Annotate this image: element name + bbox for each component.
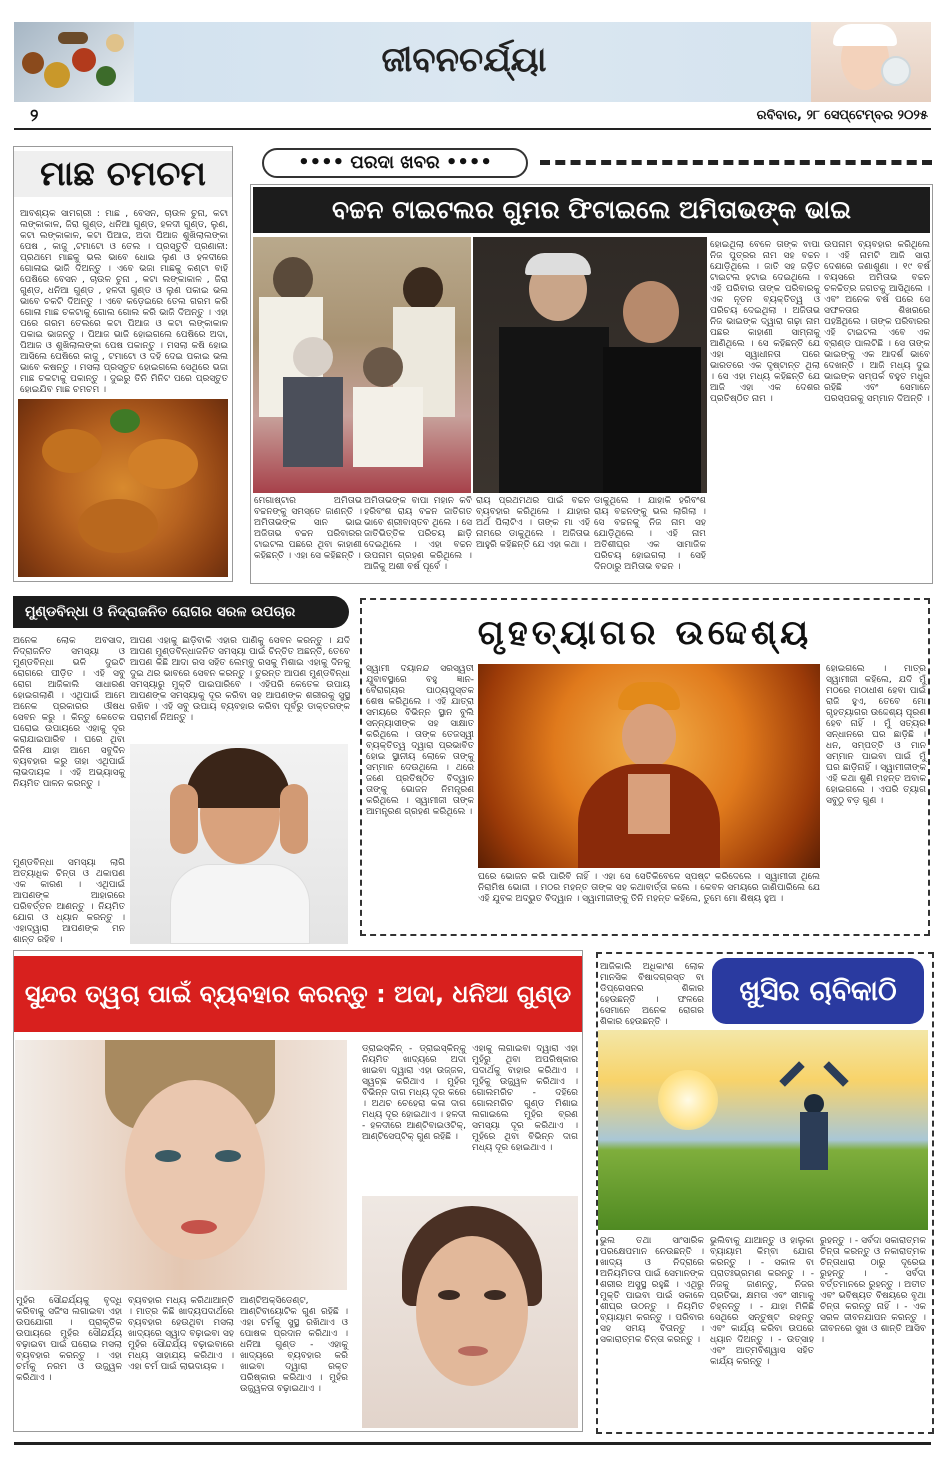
- skin-col-b1: ମୁହଁର ସୌନ୍ଦର୍ଯ୍ୟକୁ ବୃଦ୍ଧି କରିବାକୁ ସଜିଂସ ଲଗାଇବା ଏହା ଉପଯୋଗୀ । ପ୍ରାକୃତିକ ଉପାୟରେ ମୁହଁର ସୌନ୍ଦର୍ଯ୍ୟ ବଢ଼ାଇବା ପାଇଁ ଘରୋଇ ମସଲା ବ୍ୟବହାର କରନ୍ତୁ । ଏହା ଚର୍ମକୁ ନରମ ଓ ଉଜ୍ଜ୍ୱଳ କରିଥାଏ ।: [16, 1296, 122, 1383]
- woman-face-image: [15, 1040, 347, 1290]
- dashed-rule: [540, 160, 932, 168]
- section-title: ଜୀବନଚର୍ଯ୍ୟା: [381, 40, 547, 80]
- model-face-image: [362, 1196, 578, 1428]
- health-col-1b: ମୁଣ୍ଡବିନ୍ଧା ସମସ୍ୟା ଲାଗି ଅତ୍ୟାଧିକ ଚିନ୍ତା ଓ ଥକାପଣ ଏକ କାରଣ । ଏଥିପାଇଁ ଆପଣଙ୍କ ଆହାରରେ ପରିବର୍ତ୍ତନ ଆଣନ୍ତୁ । ନିୟମିତ ଯୋଗ ଓ ଧ୍ୟାନ କରନ୍ତୁ । ଏହାଦ୍ୱାରା ଆପଣଙ୍କ ମନ ଶାନ୍ତ ରହିବ ।: [13, 858, 125, 945]
- amitabh-family-photo: [253, 237, 471, 493]
- happiness-col-2: ଭୁଲିବାକୁ ଯାଆନ୍ତୁ ଓ ହାଲୁକା ବ୍ୟାୟାମ କିମ୍ବା ଯୋଗ କରନ୍ତୁ । - ସକାଳ ବା ପ୍ରାତଃଭ୍ରମଣ କରନ୍ତୁ । - ନିଜକୁ ଜାଣନ୍ତୁ, ନିଜର ପ୍ରତିଭା, କ୍ଷମତା ଏବଂ ସୀମାକୁ ଚିହ୍ନନ୍ତୁ । - ଯାହା ମିଳିଛି ସେଥିରେ ସନ୍ତୁଷ୍ଟ ରହନ୍ତୁ ଏବଂ କାର୍ଯ୍ୟ କରିବା ଉପରେ ଧ୍ୟାନ ଦିଅନ୍ତୁ । - ଉତ୍ସାହ ଏବଂ ଆତ୍ମବିଶ୍ୱାସ ସହିତ କାର୍ଯ୍ୟ କରନ୍ତୁ ।: [710, 1236, 814, 1367]
- spices-image: [14, 22, 134, 102]
- skin-col-b3: ଆଣ୍ଟିଅକ୍ସିଡେଣ୍ଟ, ଆଣ୍ଟିବାୟୋଟିକ ଗୁଣ ରହିଛି । ଏହା ଚର୍ମକୁ ସୁସ୍ଥ ରଖିଥାଏ ଓ ପୋଷକ ପ୍ରଦାନ କରିଥାଏ । ଧନିଆ ଗୁଣ୍ଡ - ଏହାକୁ ଖାଦ୍ୟରେ ବ୍ୟବହାର କରି ଖାଇବା ଦ୍ୱାରା ରକ୍ତ ପରିଷ୍କାର କରିଥାଏ । ମୁହଁର ଉଜ୍ଜ୍ୱଳତା ବଢ଼ାଇଥାଏ ।: [240, 1296, 348, 1394]
- issue-date: ରବିବାର, ୨୮ ସେପ୍ଟେମ୍ବର ୨୦୨୫: [756, 108, 928, 123]
- gossip-headline: ବଚ୍ଚନ ଟାଇଟଲର ଗୁମର ଫିଟାଇଲେ ଅମିତାଭଙ୍କ ଭାଇ: [253, 187, 930, 233]
- skin-col-b2: ବ୍ୟବହାର ମଧ୍ୟ କରିଥାଆନ୍ତି । ମାତ୍ର କିଛି ଖାଦ୍ୟପଦାର୍ଥରେ ବ୍ୟବହାର ହେଉଥିବା ମସଲା ଖାଦ୍ୟରେ ସ୍ୱାଦ ବଢ଼ାଇବା ସହ ମୁହଁର ସୌନ୍ଦର୍ଯ୍ୟ ବଢ଼ାଇବାରେ ମଧ୍ୟ ସାହାଯ୍ୟ କରିଥାଏ । ଏହା ଚର୍ମ ପାଇଁ ଲାଭଦାୟକ ।: [128, 1296, 234, 1372]
- gossip-col-6: ଉପନାମ ବ୍ୟବହାର କରିଥିଲେ । ଏହି ନାମଟି ଆଜି ସାରା ଦେଶରେ ଜଣାଶୁଣା । ୧୯ ବର୍ଷ ବୟସରେ ଅମିତାଭ ବଚ୍ଚନ ଚଳଚ୍ଚିତ୍ର ଜଗତକୁ ଆସିଥିଲେ । ଏବଂ ଅନେକ ବର୍ଷ ପରେ ସେ ସଫଳତାର ଶିଖରରେ ପହଞ୍ଚିଥିଲେ । ତାଙ୍କ ପରିବାରର ଏହି ଟାଇଟଲ ଏବେ ଏକ ବ୍ରାଣ୍ଡ ପାଲଟିଛି । ସେ ତାଙ୍କ ଭାଇଙ୍କୁ ଏକ ଆଦର୍ଶ ଭାବେ ଦେଖନ୍ତି । ଆଜି ମଧ୍ୟ ଦୁଇ ଭାଇଙ୍କ ସମ୍ପର୍କ ବହୁତ ମଧୁର ରହିଛି ଏବଂ ସେମାନେ ପରସ୍ପରକୁ ସମ୍ମାନ ଦିଅନ୍ତି ।: [824, 240, 930, 404]
- health-headline: ମୁଣ୍ଡବିନ୍ଧା ଓ ନିଦ୍ରାଜନିତ ରୋଗର ସରଳ ଉପଚାର: [13, 596, 349, 628]
- face-care-image: [811, 22, 931, 102]
- happiness-col-3: ରୁହନ୍ତୁ । - ସର୍ବଦା ସକାରାତ୍ମକ ଚିନ୍ତା କରନ୍ତୁ ଓ ନକାରାତ୍ମକ ଚିନ୍ତାଧାରା ଠାରୁ ଦୂରେଇ ରୁହନ୍ତୁ । - ସର୍ବଦା ବର୍ତ୍ତମାନରେ ରୁହନ୍ତୁ । ଅତୀତ ଏବଂ ଭବିଷ୍ୟତ ବିଷୟରେ ବୃଥା ଚିନ୍ତା କରନ୍ତୁ ନାହିଁ । - ଏକ ସରଳ ଜୀବନଯାପନ କରନ୍ତୁ । ଜୀବନରେ ସୁଖ ଓ ଶାନ୍ତି ଆସିବ ।: [820, 1236, 926, 1345]
- amitabh-brother-photo: [473, 237, 707, 493]
- gossip-col-4: ଡାକୁଥିଲେ । ଯାହାକି ହରିବଂଶ ରାୟ ବଚ୍ଚନଙ୍କୁ ଭଲ ଲାଗିଲା । ସେ ବଚ୍ଚନକୁ ନିଜ ନାମ ସହ ଯୋଡ଼ିଥିଲେ । ଏହି ନାମ ଅତିଶୀଘ୍ର ଏକ ସାମାଜିକ ପରିଚୟ ହୋଇଗଲା । ସେହି ଦିନଠାରୁ ଅମିତାଭ ବଚ୍ଚନ ।: [594, 496, 706, 572]
- health-col-2: ଆପଣ ଏହାକୁ ଛାଡ଼ିବାକି ଏହାର ପାଣିକୁ ସେବନ କରନ୍ତୁ । ଯଦି ଆପଣ ମୁଣ୍ଡବିନ୍ଧାଜନିତ ସମସ୍ୟା ପାଇଁ ଚିନ୍ତିତ ଅଛନ୍ତି, ତେବେ ଆପଣ କିଛି ଆଦା ରସ ସହିତ ଲେମ୍ବୁ ରସକୁ ମିଶାଇ ଏହାକୁ ଦିନକୁ ଦୁଇ ଥର ଭାବରେ ସେବନ କରନ୍ତୁ । ତୁରନ୍ତ ଆପଣ ମୁଣ୍ଡବିନ୍ଧା ସମସ୍ୟାରୁ ମୁକ୍ତି ପାଇପାରିବେ । ଏହିପରି କେତେକ ଉପାୟ ଆପଣଙ୍କ ସମସ୍ୟାକୁ ଦୂର କରିବା ସହ ଆପଣଙ୍କ ଶରୀରକୁ ସୁସ୍ଥ ରଖିବ । ଏହି ସବୁ ଉପାୟ ବ୍ୟବହାର କରିବା ପୂର୍ବରୁ ଡାକ୍ତରଙ୍କ ପରାମର୍ଶ ନିଅନ୍ତୁ ।: [130, 636, 350, 723]
- health-col-1a: ଅନେକ ଲୋକ ଅବସାଦ, ନିଦ୍ରାଜନିତ ସମସ୍ୟା ଓ ମୁଣ୍ଡବିନ୍ଧା ଭଳି ଦୁଇଟି ରୋଗରେ ପୀଡ଼ିତ । ଏହି ସବୁ ରୋଗ ଆଜିକାଲି ସାଧାରଣ ହୋଇଗଲାଣି । ଏଥିପାଇଁ ଆମେ ଅନେକ ପ୍ରକାରର ଔଷଧ ସେବନ କରୁ । କିନ୍ତୁ କେତେକ ଘରୋଇ ଉପାୟରେ ଏହାକୁ ଦୂର କରାଯାଇପାରିବ । ଘରେ ଥିବା ଜିନିଷ ଯାହା ଆମେ ସବୁଦିନ ବ୍ୟବହାର କରୁ ତାହା ଏଥିପାଇଁ ଲାଭଦାୟକ । ଏହି ଅଭ୍ୟାସକୁ ନିୟମିତ ପାଳନ କରନ୍ତୁ ।: [13, 636, 125, 789]
- skin-col-top-1: ଡ୍ରାଇସ୍କିନ୍ - ଡ୍ରାଇସ୍କିନ୍କୁ ନିୟମିତ ଖାଦ୍ୟରେ ଅଦା ଖାଇବା ଦ୍ୱାରା ଏହା ଉଜ୍ଜଳ, ସ୍ୱଚ୍ଛ କରିଥାଏ । ମୁହଁର ବିଭିନ୍ନ ଦାଗ ମଧ୍ୟ ଦୂର କରେ । ଅଥଚ ଚେହେରା କଳା ଦାଗ ମଧ୍ୟ ଦୂର ହୋଇଥାଏ । ହଳଦୀ - ହଳଦୀରେ ଆଣ୍ଟିବାଇଓଟିକ୍, ଆଣ୍ଟିସେପ୍ଟିକ୍ ଗୁଣ ରହିଛି ।: [362, 1044, 466, 1142]
- skin-headline: ସୁନ୍ଦର ତ୍ୱଚା ପାଇଁ ବ୍ୟବହାର କରନ୍ତୁ : ଅଦା, ଧନିଆ ଗୁଣ୍ଡ: [14, 956, 582, 1032]
- gossip-label-text: ପରଦା ଖବର: [350, 152, 440, 173]
- happiness-intro: ଆଜିକାଲି ଅଧିକାଂଶ ଲୋକ ମାନସିକ ବିଷାଦଗ୍ରସ୍ତ ବା ଡିପ୍ରେସନର ଶିକାର ହେଉଛନ୍ତି । ଫଳରେ ସେମାନେ ଅନେକ ରୋଗର ଶିକାର ହେଉଛନ୍ତି ।: [600, 962, 704, 1027]
- swami-image: [478, 664, 820, 868]
- sunrise-field-image: [598, 1030, 928, 1230]
- gossip-col-1: ମେଗାଷ୍ଟାର ଅମିତାଭ ବଚ୍ଚନଙ୍କୁ ସମସ୍ତେ ଜାଣନ୍ତି । ଅମିତାଭଙ୍କ ସାନ ଭାଇ ଅଜିତାଭ ବଚ୍ଚନ ପରିବାରର ଟାଇଟଲ ପଛରେ ଥିବା କାହାଣୀ କହିଛନ୍ତି । ଏହା ସେ କହିଛନ୍ତି ।: [254, 496, 362, 561]
- renunciation-col-right: ହୋଇଗଲେ । ମାତ୍ର ସ୍ୱାମୀଜୀ କହିଲେ, ଯଦି ମୁଁ ମଠରେ ମଠାଧୀଶ ହେବା ପାଇଁ ରାଜି ହୁଏ, ତେବେ ମୋ ଗୃହତ୍ୟାଗର ଉଦ୍ଦେଶ୍ୟ ପୂରଣ ହେବ ନାହିଁ । ମୁଁ ସତ୍ୟର ସନ୍ଧାନରେ ଘର ଛାଡ଼ିଛି । ଧନ, ସମ୍ପତ୍ତି ଓ ମାନ ସମ୍ମାନ ପାଇବା ପାଇଁ ମୁଁ ଘର ଛାଡ଼ିନାହିଁ । ସ୍ୱାମୀଜୀଙ୍କ ଏହି କଥା ଶୁଣି ମହନ୍ତ ଅବାକ ହୋଇଗଲେ । ଏପରି ତ୍ୟାଗ ସବୁଠୁ ବଡ଼ ଗୁଣ ।: [826, 664, 926, 806]
- page-number: ୨: [30, 106, 39, 126]
- fish-dish-image: [18, 399, 228, 577]
- skin-col-top-2: ଏହାକୁ ଲଗାଇବା ଦ୍ୱାରା ଏହା ମୁହଁରୁ ଥିବା ଅପରିଷ୍କାର ପଦାର୍ଥକୁ ବାହାର କରିଥାଏ । ମୁହଁକୁ ଉଜ୍ଜ୍ୱଳ କରିଥାଏ । ଗୋଲମରିଚ - ଦହିରେ ଗୋଲମରିଚ ଗୁଣ୍ଡ ମିଶାଇ ଲଗାଇଲେ ମୁହଁର ବ୍ରଣ ସମସ୍ୟା ଦୂର କରିଥାଏ । ମୁହଁରେ ଥିବା ବିଭିନ୍ନ ଦାଗ ମଧ୍ୟ ଦୂର ହୋଇଥାଏ ।: [472, 1044, 578, 1153]
- gossip-col-5: ହୋଇଥିଲା ବେଳେ ତାଙ୍କ ବାପା ନିଜ ପୁତ୍ରର ନାମ ସହ ବଚ୍ଚନ ଯୋଡ଼ିଥିଲେ । ଜାତି ସହ ଜଡ଼ିତ ଟାଇଟଲ ହଟାଇ ଦେଇଥିଲେ । ଏହି ପରିବାର ତାଙ୍କ ପରିବାରକୁ ଏକ ନୂତନ ବ୍ୟକ୍ତିତ୍ୱ ଓ ପରିଚୟ ଦେଇଥିଲା । ଅଜିତାଭ ନିଜ ଭାଇଙ୍କ ଦ୍ୱାରା ଗଢ଼ା ନାମ ପଛର କାହାଣୀ ସାମ୍ନାକୁ ଆଣିଥିଲେ । ସେ କହିଛନ୍ତି ଯେ ଏହା ସ୍ୱାଧୀନତା ପରେ ଭାରତରେ ଏକ ଦୃଷ୍ଟାନ୍ତ ଥିଲା । ସେ ଏହା ମଧ୍ୟ କହିଛନ୍ତି ଯେ ଆଜି ଏହା ଏକ ଦେଶର ପ୍ରତିଷ୍ଠିତ ନାମ ।: [710, 240, 820, 404]
- recipe-body: ଆବଶ୍ୟକ ସାମଗ୍ରୀ : ମାଛ , ବେସନ, ଚାଉଳ ଚୁନା, କଟା ଲଙ୍କାକାଳ, ଜିରା ଗୁଣ୍ଡ, ଧନିଆ ଗୁଣ୍ଡ, ହଳଦୀ ଗୁଣ୍ଡ, ଲୁଣ, କଟା ଲଙ୍କାକାଳ, କଟା ପିଆଜ, ଅଦା ପିଆଜ ଶୁଖିଲାଲଙ୍କା ପେଷ , କାଜୁ ,ଟମାଟୋ ଓ ତେଲ । ପ୍ରସ୍ତୁତି ପ୍ରଣାଳୀ: ପ୍ରଥମେ ମାଛକୁ ଭଲ ଭାବେ ଧୋଇ ଲୁଣ ଓ ହଳଦୀରେ ଗୋଳାଇ ଭାଜି ଦିଅନ୍ତୁ । ଏବେ ଭଜା ମାଛକୁ କଣ୍ଟା ବାହି ପେଷିରେ ବେସନ , ଚାଉଳ ଚୁନା , କଟା ଲଙ୍କାକାଳ , ଜିରା ଗୁଣ୍ଡ, ଧନିଆ ଗୁଣ୍ଡ , ହଳଦୀ ଗୁଣ୍ଡ ଓ ଲୁଣ ପକାଇ ଭଲ ଭାବେ ଚକଟି ଦିଅନ୍ତୁ । ଏବେ କଡ଼େଇରେ ତେଲ ଗରମ କରି ଗୋଳା ମାଛ ଚକଟାକୁ ଗୋଲ ଗୋଲ କରି ଭାଜି ଦିଅନ୍ତୁ । ଏହା ପରେ ଗରମ ତେଲରେ କଟା ପିଆଜ ଓ କଟା ଲଙ୍କାକାଳ ପକାଇ ଭାଜନ୍ତୁ । ପିଆଜ ଭାଜି ହୋଇଗଲେ ପେଷିରେ ଅଦା, ପିଆଜ ଓ ଶୁଖିଲାଲଙ୍କା ପେଷ ପକାନ୍ତୁ । ମସଲା କଷି ହୋଇ ଆସିଲେ ପେଷିରେ କାଜୁ , ଟମାଟୋ ଓ ଦହି ଦେଇ ପକାଇ ଭଲ ଭାବେ କଷନ୍ତୁ । ମସଲା ପ୍ରସ୍ତୁତ ହୋଇଗଲେ ସେଥିରେ ଭଜା ମାଛ ଚକଟାକୁ ପକାନ୍ତୁ । ଦୁଇରୁ ତିନି ମିନିଟ ପରେ ପ୍ରସ୍ତୁତ ହୋଇଯିବ ମାଛ ଚମଚମ ।: [20, 209, 228, 395]
- renunciation-headline: ଗୃହତ୍ୟାଗର ଉଦ୍ଦେଶ୍ୟ: [477, 613, 813, 653]
- footer-rule: [14, 1442, 931, 1445]
- renunciation-col-bottom: ଘରେ ଭୋଜନ କରି ପାରିବି ନାହିଁ । ଏହା ସେ ସେତିକିବେଳେ ସ୍ପଷ୍ଟ କରିଦେଲେ । ସ୍ୱାମୀଜୀ ଥିଲେ ନିରାମିଷ ଭୋଜୀ । ମଠର ମହନ୍ତ ତାଙ୍କ ସହ କଥାବାର୍ତ୍ତା କଲେ । କେବଳ ସମୟରେ ଜାଣିପାରିଲେ ଯେ ଏହି ଯୁବକ ଅଦ୍ଭୁତ ବିଦ୍ୱାନ । ସ୍ୱାମୀଜୀଙ୍କୁ ତିନି ମହନ୍ତ କହିଲେ, ତୁମେ ମୋ ଶିଷ୍ୟ ହୁଅ ।: [478, 872, 820, 904]
- happiness-headline: ଖୁସିର ଚାବିକାଠି: [712, 958, 924, 1024]
- headache-woman-image: [130, 744, 348, 944]
- gossip-col-2: ଅମିତାଭଙ୍କ ବାପା ମହାନ କବି ହରିବଂଶ ରାୟ ବଚ୍ଚନ ଜାତିଗତ ଭାବେ ଶ୍ରୀବାସ୍ତବ ଥିଲେ । ସେ ଜାତିଭିତ୍ତିକ ପରିଚୟ ଛାଡ଼ି ଦେଇଥିଲେ । ଏହା ବଚ୍ଚନ ଉପନାମ ଗ୍ରହଣ କରିଥିଲେ । ଆଜିକୁ ଅଶୀ ବର୍ଷ ପୂର୍ବେ ।: [364, 496, 472, 572]
- recipe-title: ମାଛ ଚମଚମ: [14, 151, 232, 197]
- gossip-label: •••• ପରଦା ଖବର ••••: [262, 148, 528, 178]
- header-rule: [14, 128, 931, 130]
- renunciation-col-left: ସ୍ୱାମୀ ଦୟାନନ୍ଦ ସରସ୍ୱତୀ ଯୁବାବସ୍ଥାରେ ବହୁ ଜ୍ଞାନ-ବୈରାଗ୍ୟର ପାଠ୍ୟପୁସ୍ତକ ଶେଷ କରିଥିଲେ । ଏହି ଯାତ୍ରା ସମୟରେ ବିଭିନ୍ନ ସ୍ଥାନ ବୁଲି ସନ୍ନ୍ୟାସୀଙ୍କ ସହ ସାକ୍ଷାତ କରିଥିଲେ । ତାଙ୍କ ତେଜସ୍ୱୀ ବ୍ୟକ୍ତିତ୍ୱ ଦ୍ୱାରା ପ୍ରଭାବିତ ହୋଇ ସ୍ଥାନୀୟ ଲୋକେ ତାଙ୍କୁ ସମ୍ମାନ ଦେଉଥିଲେ । ଥରେ ଜଣେ ପ୍ରତିଷ୍ଠିତ ବିଦ୍ୱାନ ତାଙ୍କୁ ଭୋଜନ ନିମନ୍ତ୍ରଣ କରିଥିଲେ । ସ୍ୱାମୀଜୀ ତାଙ୍କ ଆମନ୍ତ୍ରଣ ଗ୍ରହଣ କରିଥିଲେ ।: [366, 664, 474, 817]
- recipe-box: [13, 146, 233, 582]
- gossip-col-3: ରାୟ ପ୍ରଥମଥର ପାଇଁ ବଚ୍ଚନ ବ୍ୟବହାର କରିଥିଲେ । ଯାହାର ଅର୍ଥ ପିଲାଟିଏ । ତାଙ୍କ ମା ଏହି ନାମରେ ଡାକୁଥିଲେ । ଅଜିତାଭ ଆହୁରି କହିଛନ୍ତି ଯେ ଏହା କଥା ।: [476, 496, 590, 550]
- page-header: [14, 22, 931, 102]
- happiness-col-1: ଭୁଲ ତଥା ସାଂସାରିକ ପରକ୍ଷେପମାନ ନେଉଛନ୍ତି । ଖାଦ୍ୟ ଓ ନିଦ୍ରାରେ ଅନିୟମିତତା ପାଇଁ ସେମାନଙ୍କ ଶରୀର ଅସୁସ୍ଥ ରହୁଛି । ଏଥିରୁ ମୁକ୍ତି ପାଇବା ପାଇଁ ସକାଳେ ଶୀଘ୍ର ଉଠନ୍ତୁ । ନିୟମିତ ବ୍ୟାୟାମ କରନ୍ତୁ । ପରିବାର ସହ ସମୟ ବିତାନ୍ତୁ । ସକାରାତ୍ମକ ଚିନ୍ତା କରନ୍ତୁ ।: [600, 1236, 704, 1345]
